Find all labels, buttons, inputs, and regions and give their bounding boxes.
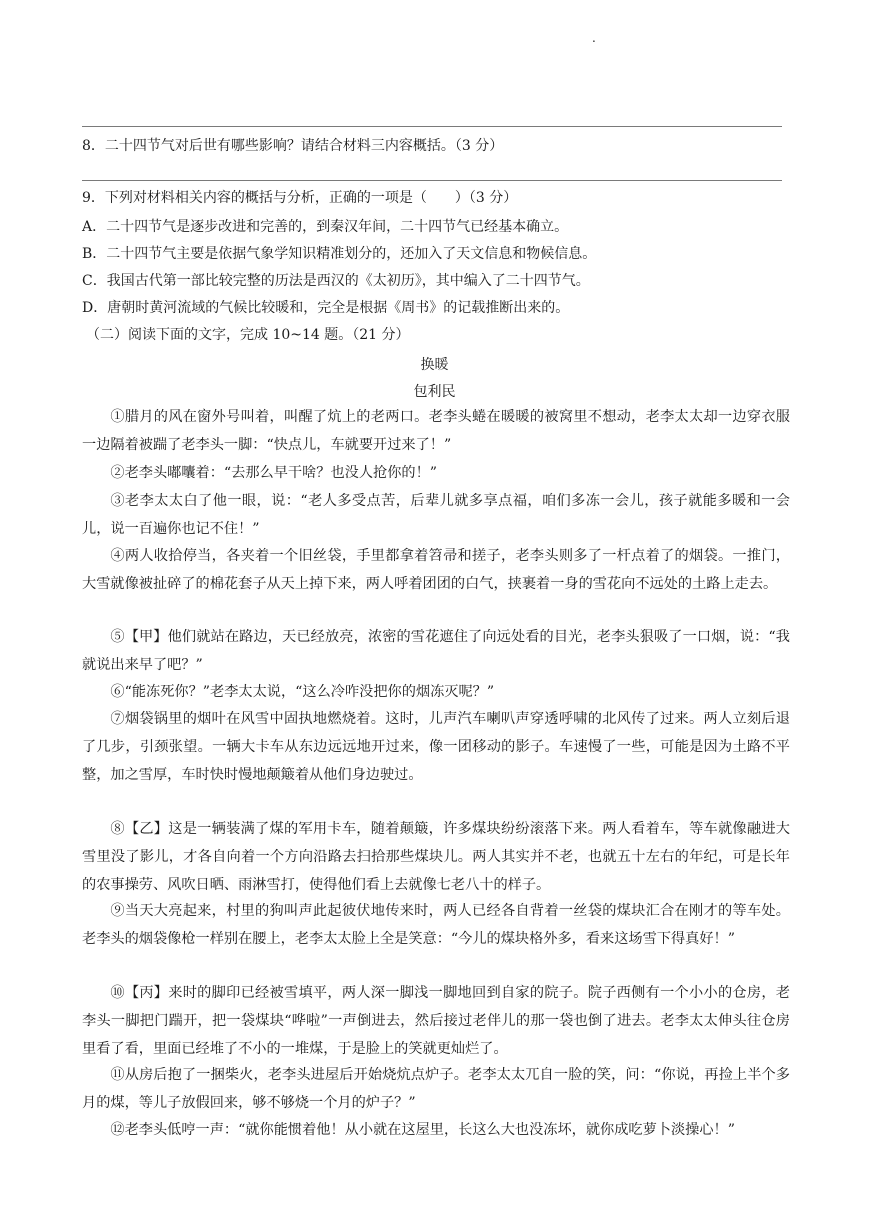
paragraph-9: ⑨当天大亮起来，村里的狗叫声此起彼伏地传来时，两人已经各自背着一丝袋的煤块汇合在刚才的等车处。老李头的烟袋像枪一样别在腰上，老李太太脸上全是笑意：“今儿的煤块格外多，看来这场雪下得真好！”	[82, 903, 790, 947]
header-mark: .	[592, 31, 596, 45]
paragraph-4: ④两人收拾停当，各夹着一个旧丝袋，手里都拿着笤帚和搓子，老李头则多了一杆点着了的烟袋。一推门，大雪就像被扯碎了的棉花套子从天上掉下来，两人呼着团团的白气，挟裹着一身的雪花向不远处的土路上走去。	[82, 548, 790, 592]
answer-line	[82, 126, 782, 127]
question-9	[82, 188, 517, 208]
story-title: 换暖	[420, 357, 449, 373]
paragraph-11: ⑪从房后抱了一捆柴火，老李头进屋后开始烧炕点炉子。老李太太兀自一脸的笑，问：“你说，再捡上半个多月的煤，等儿子放假回来，够不够烧一个月的炉子？”	[82, 1067, 790, 1111]
option-c: C．我国古代第一部比较完整的历法是西汉的《太初历》，其中编入了二十四节气。	[82, 273, 590, 289]
paragraph-7: ⑦烟袋锅里的烟叶在风雪中固执地燃烧着。这时，儿声汽车喇叭声穿透呼啸的北风传了过来。两人立刻后退了几步，引颈张望。一辆大卡车从东边远远地开过来，像一团移动的影子。车速慢了一些，可能是因为土路不平整，加之雪厚，车时快时慢地颠簸着从他们身边驶过。	[82, 711, 790, 783]
paragraph-6: ⑥“能冻死你？”老李太太说，“这么冷咋没把你的烟冻灭呢？”	[110, 684, 495, 700]
paragraph-10: ⑩【丙】来时的脚印已经被雪填平，两人深一脚浅一脚地回到自家的院子。院子西侧有一个小小的仓房，老李头一脚把门踹开，把一袋煤块“哗啦”一声倒进去，然后接过老伴儿的那一袋也倒了进去。老李太太伸头往仓房里看了看，里面已经堆了不小的一堆煤，于是脸上的笑就更灿烂了。	[82, 985, 790, 1057]
story-author: 包利民	[413, 384, 456, 400]
paragraph-5: ⑤【甲】他们就站在路边，天已经放亮，浓密的雪花遮住了向远处看的目光，老李头狠吸了一口烟，说：“我就说出来早了吧？”	[82, 629, 790, 673]
paragraph-3: ③老李太太白了他一眼，说：“老人多受点苦，后辈儿就多享点福，咱们多冻一会儿，孩子就能多暖和一会儿，说一百遍你也记不住！”	[82, 493, 790, 537]
question-8: 8．二十四节气对后世有哪些影响？请结合材料三内容概括。（3 分）	[82, 138, 504, 154]
question-9-text: 9．下列对材料相关内容的概括与分析，正确的一项是（ ）（3 分）	[82, 190, 518, 206]
option-d: D．唐朝时黄河流域的气候比较暖和，完全是根据《周书》的记载推断出来的。	[82, 300, 570, 316]
paragraph-1: ①腊月的风在窗外号叫着，叫醒了炕上的老两口。老李头蜷在暖暖的被窝里不想动，老李太太却一边穿衣服一边隔着被踹了老李头一脚：“快点儿，车就要开过来了！”	[82, 409, 790, 453]
option-b: B．二十四节气主要是依据气象学知识精准划分的，还加入了天文信息和物候信息。	[82, 246, 597, 262]
paragraph-8: ⑧【乙】这是一辆装满了煤的军用卡车，随着颠簸，许多煤块纷纷滚落下来。两人看着车，等车就像融进大雪里没了影儿，才各自向着一个方向沿路去扫拾那些煤块儿。两人其实并不老，也就五十左右的年纪，可是长年的农事操劳、风吹日晒、雨淋雪打，使得他们看上去就像七老八十的样子。	[82, 821, 790, 893]
section-heading: （二）阅读下面的文字，完成 10~14 题。（21 分）	[86, 327, 410, 343]
paragraph-2: ②老李头嘟囔着：“去那么早干啥？也没人抢你的！”	[110, 465, 438, 481]
paragraph-12: ⑫老李头低哼一声：“就你能惯着他！从小就在这屋里，长这么大也没冻坏，就你成吃萝卜淡操心！”	[110, 1122, 735, 1138]
answer-line	[82, 180, 782, 181]
option-a: A．二十四节气是逐步改进和完善的，到秦汉年间，二十四节气已经基本确立。	[82, 219, 569, 235]
